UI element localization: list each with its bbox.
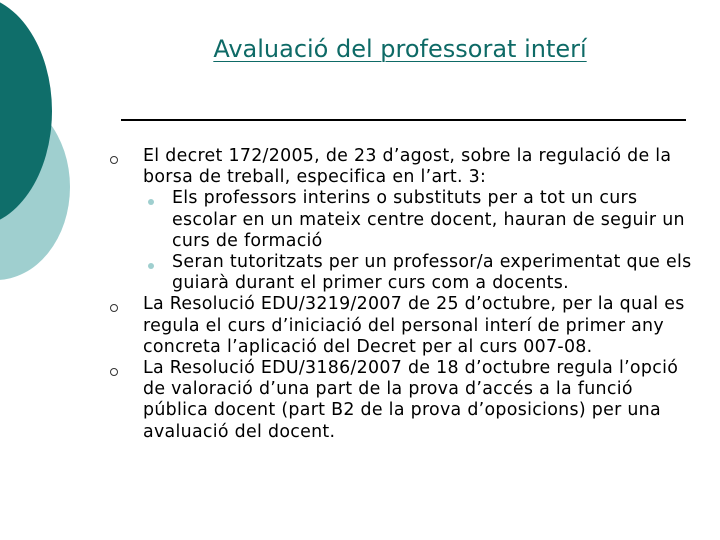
slide-title: Avaluació del professorat interí — [213, 35, 587, 63]
bullet-item — [110, 358, 695, 443]
dot-bullet-icon — [148, 263, 154, 269]
dot-bullet-icon — [148, 199, 154, 205]
sub-bullet-text: Seran tutoritzats per un professor/a experimentat que els guiarà durant el primer curs com a docents. — [172, 252, 692, 294]
bullet-list — [110, 146, 695, 443]
ring-bullet-icon — [110, 304, 118, 312]
bullet-text: La Resolució EDU/3219/2007 de 25 d’octubre, per la qual es regula el curs d’iniciació del personal interí de primer any concreta l’aplicació del Decret per al curs 007-08. — [143, 294, 685, 357]
bullet-text: La Resolució EDU/3186/2007 de 18 d’octubre regula l’opció de valoració d’una part de la prova d’accés a la funció pública docent (part B2 de la prova d’oposicions) per una avaluació del docent. — [143, 358, 679, 442]
bullet-text: El decret 172/2005, de 23 d’agost, sobre la regulació de la borsa de treball, especifica en l’art. 3: — [143, 146, 672, 188]
bullet-item — [110, 146, 695, 188]
ring-bullet-icon — [110, 156, 118, 164]
bullet-item — [110, 294, 695, 358]
sub-bullet-item — [110, 252, 695, 294]
title-divider — [121, 119, 686, 121]
sub-bullet-text: Els professors interins o substituts per a tot un curs escolar en un mateix centre docent, hauran de seguir un curs de formació — [172, 188, 685, 251]
sub-bullet-item — [110, 188, 695, 252]
ring-bullet-icon — [110, 368, 118, 376]
